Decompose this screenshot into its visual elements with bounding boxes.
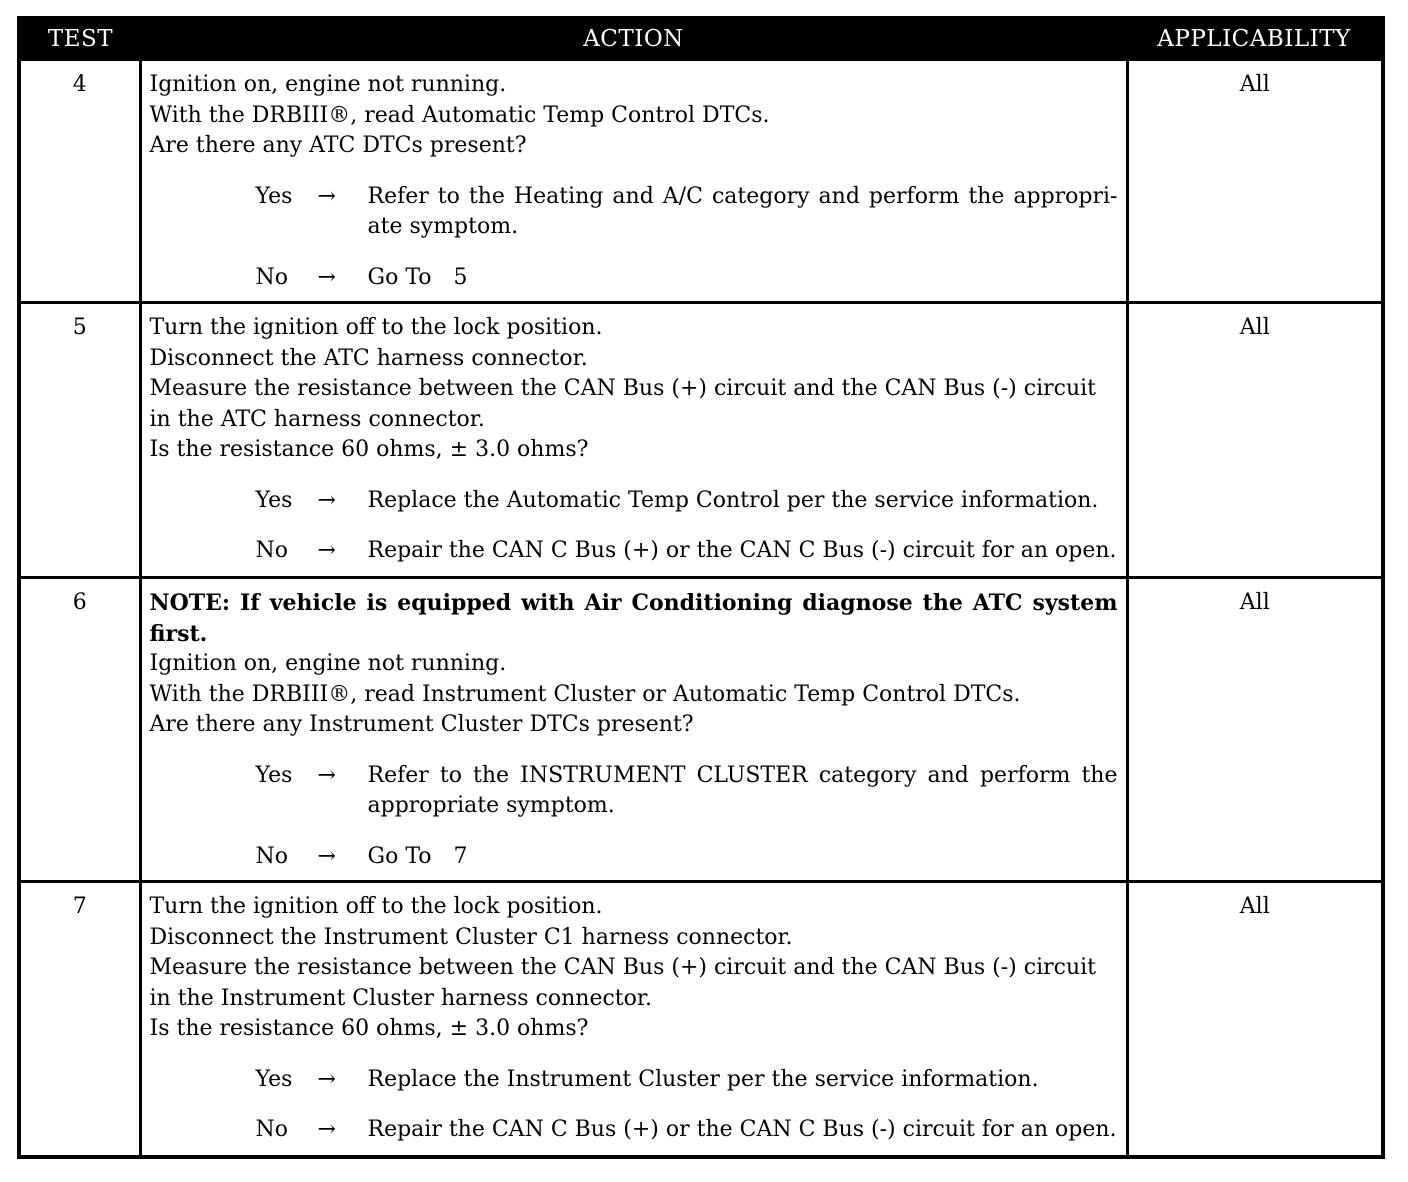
test-number: 5 — [19, 303, 140, 578]
header-applicability: APPLICABILITY — [1127, 18, 1383, 60]
right-arrow-icon: → — [317, 487, 336, 513]
action-cell — [140, 882, 1127, 1157]
table-row — [19, 303, 1383, 578]
yes-label: Yes — [255, 487, 293, 513]
yes-label: Yes — [255, 762, 293, 788]
no-text: Repair the CAN C Bus (+) or the CAN C Bus (-) circuit for an open. — [367, 1117, 1117, 1142]
yes-result — [256, 182, 1118, 243]
no-text — [368, 842, 1118, 873]
yes-result — [256, 1065, 1118, 1096]
applicability-cell: All — [1127, 60, 1383, 303]
table-row — [19, 578, 1383, 882]
no-result — [256, 536, 1118, 567]
no-label: No — [255, 538, 288, 563]
action-line: in the Instrument Cluster harness connector. — [149, 985, 652, 1011]
diagnostic-test-table — [17, 16, 1385, 1159]
action-line: Measure the resistance between the CAN Bus (+) circuit and the CAN Bus (-) circuit — [149, 376, 1096, 401]
test-number: 6 — [19, 578, 140, 882]
action-line: Ignition on, engine not running. — [149, 72, 507, 97]
action-line: Are there any ATC DTCs present? — [149, 133, 527, 158]
action-line: Measure the resistance between the CAN Bus (+) circuit and the CAN Bus (-) circuit — [149, 955, 1096, 980]
action-line: With the DRBIII®, read Instrument Cluster or Automatic Temp Control DTCs. — [149, 681, 1021, 707]
header-test: TEST — [19, 18, 140, 60]
right-arrow-icon: → — [317, 1066, 336, 1092]
right-arrow-icon: → — [317, 183, 336, 209]
no-result — [256, 842, 1118, 873]
note-text: NOTE: If vehicle is equipped with Air Conditioning diagnose the ATC system first. — [149, 590, 1118, 647]
no-label: No — [255, 1117, 288, 1142]
no-text — [368, 263, 1118, 294]
yes-text: Replace the Instrument Cluster per the service information. — [367, 1066, 1039, 1092]
table-row — [19, 60, 1383, 303]
test-number: 7 — [19, 882, 140, 1157]
action-cell — [140, 60, 1127, 303]
table-row — [19, 882, 1383, 1157]
test-number: 4 — [19, 60, 140, 303]
no-label: No — [255, 843, 288, 869]
action-line: Are there any Instrument Cluster DTCs present? — [149, 712, 694, 737]
action-line: With the DRBIII®, read Automatic Temp Control DTCs. — [149, 102, 770, 128]
action-line: Is the resistance 60 ohms, ± 3.0 ohms? — [149, 1016, 589, 1041]
action-line: Turn the ignition off to the lock position. — [149, 315, 603, 340]
yes-label: Yes — [255, 1066, 293, 1092]
goto-label: Go To — [367, 264, 432, 290]
no-text: Repair the CAN C Bus (+) or the CAN C Bus (-) circuit for an open. — [367, 538, 1117, 563]
action-line: in the ATC harness connector. — [149, 406, 485, 432]
goto-number: 5 — [453, 264, 468, 290]
goto-label: Go To — [367, 843, 432, 869]
action-line: Disconnect the Instrument Cluster C1 harness connector. — [149, 924, 793, 950]
right-arrow-icon: → — [317, 1117, 336, 1142]
right-arrow-icon: → — [317, 538, 336, 563]
right-arrow-icon: → — [317, 264, 336, 290]
yes-result — [256, 761, 1118, 822]
applicability-cell: All — [1127, 303, 1383, 578]
action-line: Is the resistance 60 ohms, ± 3.0 ohms? — [149, 437, 589, 462]
yes-label: Yes — [255, 183, 293, 209]
action-line: Turn the ignition off to the lock position. — [149, 894, 603, 919]
action-cell — [140, 578, 1127, 882]
goto-number: 7 — [453, 843, 468, 869]
no-result — [256, 1115, 1118, 1146]
yes-text: Refer to the INSTRUMENT CLUSTER category and perform the appropriate symptom. — [367, 762, 1118, 818]
no-label: No — [255, 264, 288, 290]
action-cell — [140, 303, 1127, 578]
yes-text: Replace the Automatic Temp Control per the service information. — [367, 487, 1099, 513]
action-line: Ignition on, engine not running. — [149, 651, 507, 676]
action-line: Disconnect the ATC harness connector. — [149, 345, 588, 371]
right-arrow-icon: → — [317, 762, 336, 788]
applicability-cell: All — [1127, 882, 1383, 1157]
table-header — [19, 18, 1383, 60]
header-action: ACTION — [140, 18, 1127, 60]
right-arrow-icon: → — [317, 843, 336, 869]
yes-result — [256, 486, 1118, 517]
yes-text: Refer to the Heating and A/C category and perform the appropri-ate symptom. — [367, 183, 1118, 239]
applicability-cell: All — [1127, 578, 1383, 882]
no-result — [256, 263, 1118, 294]
